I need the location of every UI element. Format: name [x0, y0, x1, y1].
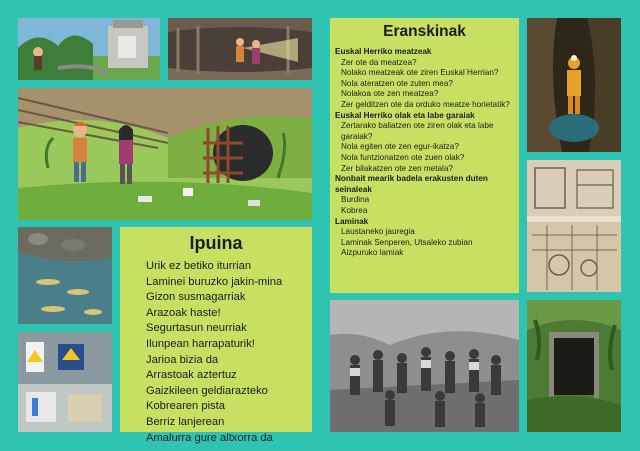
illustration-kids-walking-mine-entrance [18, 88, 312, 220]
chapter-item: Gaizkileen geldiarazteko [146, 384, 268, 397]
illustration-dead-fish-river [18, 227, 112, 324]
photo-caver-in-mine [527, 18, 621, 152]
illustration-chemical-bottles [18, 332, 112, 432]
section-heading: Euskal Herriko meatzeak [335, 47, 432, 56]
section-item: Nolako meatzeak ote ziren Euskal Herrian? [341, 68, 499, 78]
section-item: Nola egiten ote zen egur-ikatza? [341, 142, 459, 152]
eranskinak-list [335, 47, 517, 259]
chapter-item: Amalurra gure altxorra da [146, 431, 273, 444]
chapter-item: Berriz lanjerean [146, 415, 225, 428]
section-heading: Euskal Herriko olak eta labe garaiak [335, 110, 475, 120]
section-item: Nola ateratzen ote zuten mea? [341, 78, 453, 88]
chapter-item: Laminei buruzko jakin-mina [146, 275, 283, 288]
photo-overgrown-mine-entrance [527, 300, 621, 432]
section-item: Zer bilakatzen ote zen metala? [341, 163, 453, 173]
section-heading: Nonbait mearik badela erakusten duten seinaleak [335, 174, 488, 194]
section-item: Zertarako baliatzen ote ziren olak eta labe garaiak? [341, 121, 494, 141]
section-item: Nolakoa ote zen meatzea? [341, 89, 439, 99]
photo-old-ironworks-engraving [527, 160, 621, 292]
section-item: Zer gelditzen ote da orduko meatze horietatik? [341, 99, 510, 109]
ipuina-panel [120, 227, 312, 444]
section-item: Zer ote da meatzea? [341, 57, 417, 67]
illustration-kids-in-tunnel [168, 18, 312, 80]
section-item: Aizpuruko lamiak [341, 248, 404, 258]
chapter-item: Jarioa bizia da [146, 353, 219, 366]
section-item: Burdina [341, 195, 370, 205]
section-item: Nola funtzionatzen ote zuen olak? [341, 152, 465, 162]
eranskinak-title: Eranskinak [383, 23, 466, 40]
section-heading: Laminak [335, 216, 369, 226]
eranskinak-panel [330, 18, 519, 293]
photo-miners-group [330, 300, 519, 432]
ipuina-title: Ipuina [189, 233, 243, 253]
chapter-item: Kobrearen pista [146, 400, 225, 413]
section-item: Laustaneko jauregia [341, 227, 415, 237]
section-item: Laminak Senperen, Utsaleko zubian [341, 237, 473, 247]
chapter-item: Ilunpean harrapaturik! [146, 337, 255, 350]
chapter-item: Urik ez betiko iturrian [146, 260, 252, 272]
ipuina-chapter-list [146, 259, 282, 446]
illustration-village-wall [18, 18, 160, 80]
chapter-item: Gizon susmagarriak [146, 291, 246, 304]
chapter-item: Arrastoak aztertuz [146, 369, 237, 382]
chapter-item: Segurtasun neurriak [146, 322, 247, 335]
section-item: Kobrea [341, 205, 368, 215]
chapter-item: Arazoak haste! [146, 306, 221, 319]
